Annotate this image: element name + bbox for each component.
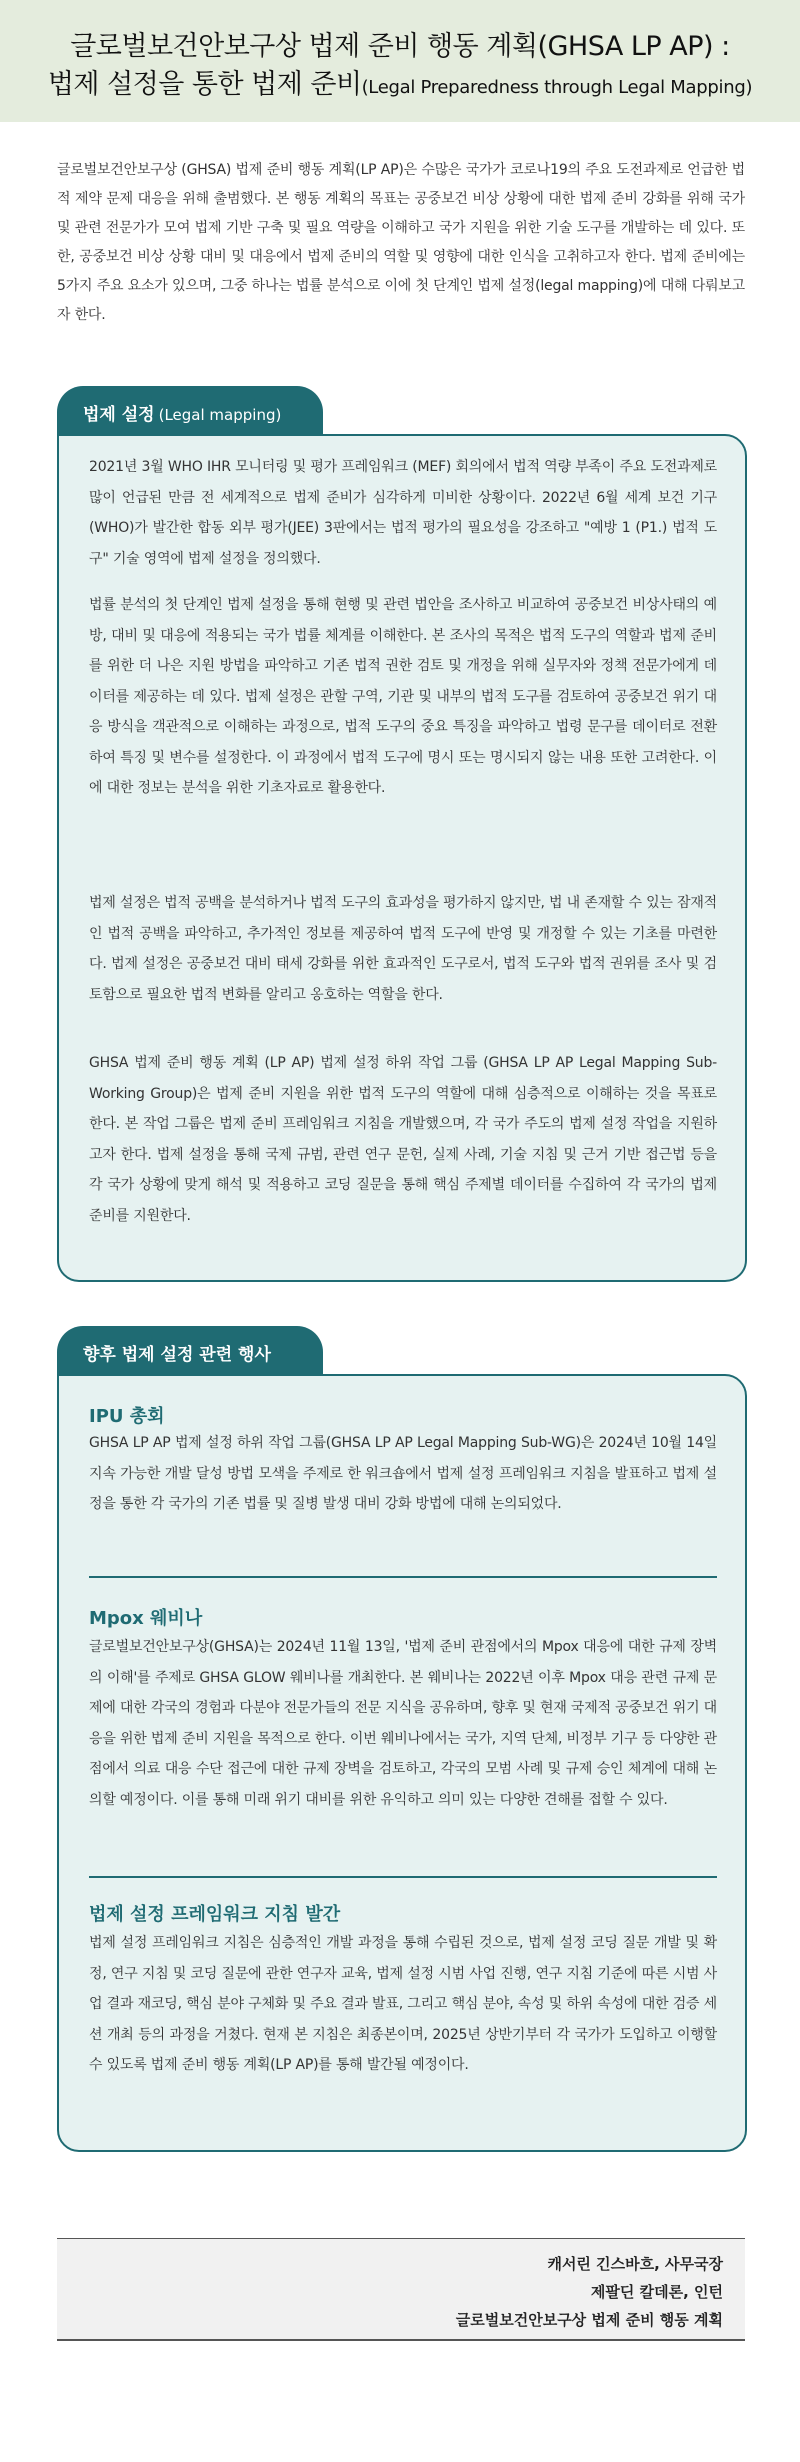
legal-mapping-paragraph: GHSA 법제 준비 행동 계획 (LP AP) 법제 설정 하위 작업 그룹 (GHSA LP AP Legal Mapping Sub-Working Group)은 법제 준비 지원을 위한 법적 도구의 역할에 대해 심층적으로 이해하는 것을 목표로 한다. 본 작업 그룹은 법제 준비 프레임워크 지침을 개발했으며, 각 국가 주도의 법제 설정 작업을 지원하고자 한다. 법제 설정을 통해 국제 규범, 관련 연구 문헌, 실제 사례, 기술 지침 및 근거 기반 접근법 등을 각 국가 상황에 맞게 해석 및 적용하고 코딩 질문을 통해 핵심 주제별 데이터를 수집하여 각 국가의 법제 준비를 지원한다. [89,1055,717,1224]
page-title-line1: 글로벌보건안보구상 법제 준비 행동 계획(GHSA LP AP) : [70,31,730,62]
section-tab-label [83,400,281,425]
event-body-mpox: 글로벌보건안보구상(GHSA)는 2024년 11월 13일, '법제 준비 관점에서의 Mpox 대응에 대한 규제 장벽의 이해'를 주제로 GHSA GLOW 웨비나를 개최한다. 본 웨비나는 2022년 이후 Mpox 대응 관련 규제 문제에 대한 각국의 경험과 다분야 전문가들의 전문 지식을 공유하며, 향후 및 현재 국제적 공중보건 위기 대응을 위한 법제 준비 지원을 목적으로 한다. 이번 웨비나에서는 국가, 지역 단체, 비정부 기구 등 다양한 관점에서 의료 대응 수단 접근에 대한 규제 장벽을 검토하고, 각국의 모범 사례 및 규제 승인 체계에 대해 논의할 예정이다. 이를 통해 미래 위기 대비를 위한 유익하고 의미 있는 다양한 견해를 접할 수 있다. [89,1639,717,1808]
event-title-framework: 법제 설정 프레임워크 지침 발간 [89,1904,341,1925]
event-body-framework: 법제 설정 프레임워크 지침은 심층적인 개발 과정을 통해 수립된 것으로, 법제 설정 코딩 질문 개발 및 확정, 연구 지침 및 코딩 질문에 관한 연구자 교육, 법제 설정 시범 사업 진행, 연구 지침 기준에 따른 시범 사업 결과 재코딩, 핵심 분야 구체화 및 주요 결과 발표, 그리고 핵심 분야, 속성 및 하위 속성에 대한 검증 세션 개최 등의 과정을 거쳤다. 현재 본 지침은 최종본이며, 2025년 상반기부터 각 국가가 도입하고 이행할 수 있도록 법제 준비 행동 계획(LP AP)를 통해 발간될 예정이다. [89,1935,717,2073]
event-title-ipu: IPU 총회 [89,1406,165,1427]
legal-mapping-paragraph: 법률 분석의 첫 단계인 법제 설정을 통해 현행 및 관련 법안을 조사하고 비교하여 공중보건 비상사태의 예방, 대비 및 대응에 적용되는 국가 법률 체계를 이해한다. 본 조사의 목적은 법적 도구의 역할과 법제 준비를 위한 더 나은 지원 방법을 파악하고 기존 법적 권한 검토 및 개정을 위해 실무자와 정책 전문가에게 데이터를 제공하는 데 있다. 법제 설정은 관할 구역, 기관 및 내부의 법적 도구를 검토하여 공중보건 위기 대응 방식을 객관적으로 이해하는 과정으로, 법적 도구의 중요 특징을 파악하고 법령 문구를 데이터로 전환하여 특징 및 변수를 설정한다. 이 과정에서 법적 도구에 명시 또는 명시되지 않는 내용 또한 고려한다. 이에 대한 정보는 분석을 위한 기초자료로 활용한다. [89,597,717,796]
intro-paragraph: 글로벌보건안보구상 (GHSA) 법제 준비 행동 계획(LP AP)은 수많은 국가가 코로나19의 주요 도전과제로 언급한 법적 제약 문제 대응을 위해 출범했다. 본 행동 계획의 목표는 공중보건 비상 상황에 대한 법제 준비 강화를 위해 국가 및 관련 전문가가 모여 법제 기반 구축 및 필요 역량을 이해하고 국가 지원을 위한 기술 도구를 개발하는 데 있다. 또한, 공중보건 비상 상황 대비 및 대응에서 법제 준비의 역할 및 영향에 대한 인식을 고취하고자 한다. 법제 준비에는 5가지 주요 요소가 있으며, 그중 하나는 법률 분석으로 이에 첫 단계인 법제 설정(legal mapping)에 대해 다뤄보고자 한다. [57,162,745,323]
event-divider [89,1576,717,1578]
legal-mapping-paragraph: 법제 설정은 법적 공백을 분석하거나 법적 도구의 효과성을 평가하지 않지만, 법 내 존재할 수 있는 잠재적인 법적 공백을 파악하고, 추가적인 정보를 제공하여 법적 도구에 반영 및 개정할 수 있는 기초를 마련한다. 법제 설정은 공중보건 대비 태세 강화를 위한 효과적인 도구로서, 법적 도구와 법적 권위를 조사 및 검토함으로 필요한 법적 변화를 알리고 옹호하는 역할을 한다. [89,895,717,1003]
author-organization: 글로벌보건안보구상 법제 준비 행동 계획 [455,2311,723,2329]
section-tab-label-en: (Legal mapping) [158,406,282,424]
legal-mapping-paragraph: 2021년 3월 WHO IHR 모니터링 및 평가 프레임워크 (MEF) 회의에서 법적 역량 부족이 주요 도전과제로 많이 언급된 만큼 전 세계적으로 법제 준비가 심각하게 미비한 상황이다. 2022년 6월 세계 보건 기구(WHO)가 발간한 합동 외부 평가(JEE) 3판에서는 법적 평가의 필요성을 강조하고 "예방 1 (P1.) 법적 도구" 기술 영역에 법제 설정을 정의했다. [89,459,717,567]
legal-mapping-panel [57,434,747,1282]
section-tab-label-ko: 법제 설정 [83,405,155,425]
page-title-main: 법제 설정을 통한 법제 준비 [47,69,362,100]
header-banner [0,0,800,122]
footer-divider-bottom [57,2339,745,2341]
author-1: 캐서린 긴스바흐, 사무국장 [547,2255,723,2273]
page-title-subtitle: (Legal Preparedness through Legal Mapping) [361,77,753,98]
event-body-ipu: GHSA LP AP 법제 설정 하위 작업 그룹(GHSA LP AP Legal Mapping Sub-WG)은 2024년 10월 14일 지속 가능한 개발 달성 방법 모색을 주제로 한 워크숍에서 법제 설정 프레임워크 지침을 발표하고 법제 설정을 통한 각 국가의 기존 법률 및 질병 발생 대비 강화 방법에 대해 논의되었다. [89,1435,717,1512]
section-tab-upcoming-events [57,1326,323,1376]
events-panel [57,1374,747,2152]
page-title-line2 [0,62,800,101]
author-2: 제팔딘 칼데론, 인턴 [590,2283,723,2301]
event-title-mpox: Mpox 웨비나 [89,1608,203,1629]
author-box [57,2239,745,2339]
section-tab-legal-mapping [57,386,323,436]
event-divider [89,1876,717,1878]
section-tab-label: 향후 법제 설정 관련 행사 [83,1345,271,1365]
